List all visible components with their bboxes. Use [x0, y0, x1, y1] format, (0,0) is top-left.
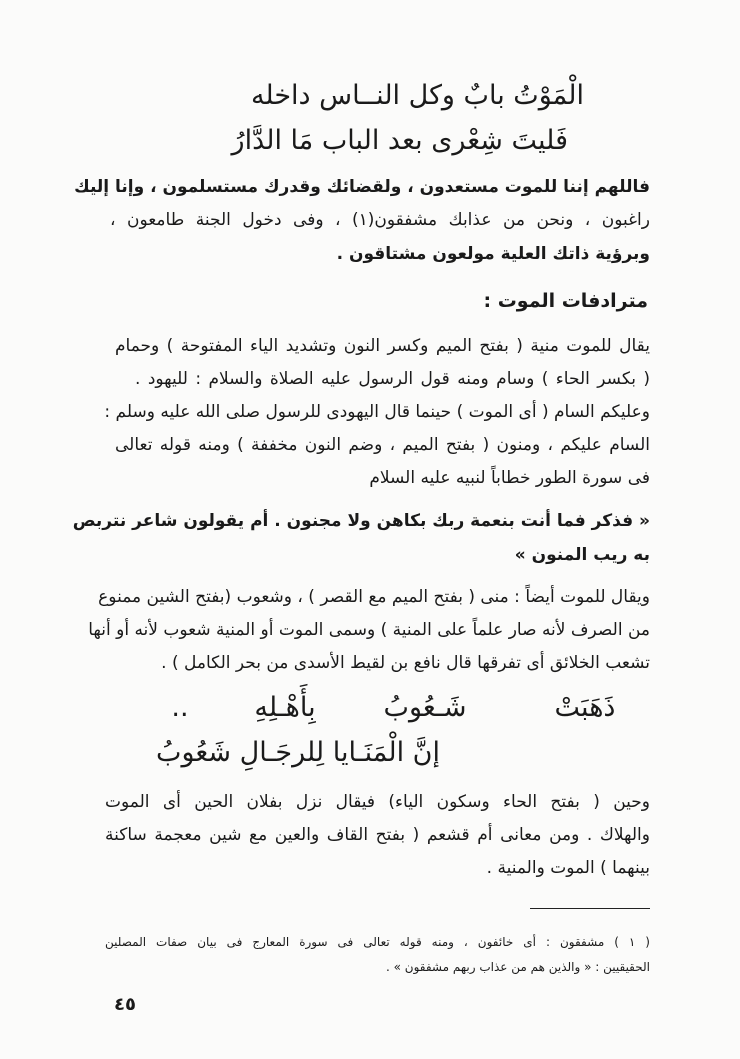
para1-line2: راغبون ، ونحن من عذابك مشفقون(١) ، وفى دخول الجنة طامعون ، [110, 210, 650, 230]
verse2-word-mid: شَـعُوبُ [383, 692, 467, 723]
para1-line1: فاللهم إننا للموت مستعدون ، ولقضائك وقدرك مستسلمون ، وإنا إليك [74, 177, 650, 197]
para3-line2: من الصرف لأنه صار علماً على المنية ) وسمى الموت أو المنية شعوب لأنه أو أنها [88, 620, 650, 640]
para1-line3: وبرؤية ذاتك العلية مولعون مشتاقون . [336, 244, 650, 264]
para4-line1: وحين ( بفتح الحاء وسكون الياء) فيقال نزل بفلان الحين أى الموت [105, 792, 650, 812]
para2-line5: فى سورة الطور خطاباً لنبيه عليه السلام [369, 468, 650, 488]
para2-line2: ( بكسر الحاء ) وسام ومنه قول الرسول عليه الصلاة والسلام : لليهود . [135, 369, 650, 389]
section-heading: مترادفات الموت : [483, 290, 648, 312]
verse1-line2: فَليتَ شِعْرى بعد الباب مَا الدَّارُ [231, 125, 568, 156]
verse1-line1: الْمَوْتُ بابٌ وكل النــاس داخله [250, 80, 584, 111]
verse2-word-right: ذَهَبَتْ [554, 692, 616, 723]
verse2-line2: إنَّ الْمَنَـايا لِلرجَـالِ شَعُوبُ [156, 737, 440, 768]
verse2-word-left: بِأَهْـلِهِ [254, 692, 316, 723]
footnote-rule [530, 908, 650, 909]
page-number: ٤٥ [114, 994, 136, 1015]
footnote-line2: الحقيقيين : « والذين هم من عذاب ربهم مشفقون » . [385, 960, 650, 974]
para3-line3: تشعب الخلائق أى تفرقها قال نافع بن لقيط الأسدى من بحر الكامل ) . [161, 653, 650, 673]
quran-line2: به ريب المنون » [514, 545, 650, 565]
para3-line1: ويقال للموت أيضاً : منى ( بفتح الميم مع القصر ) ، وشعوب (بفتح الشين ممنوع [98, 587, 650, 607]
para4-line3: بينهما ) الموت والمنية . [486, 858, 650, 878]
verse2-dots: .. [171, 692, 189, 723]
footnote-line1: ( ١ ) مشفقون : أى خائفون ، ومنه قوله تعالى فى سورة المعارج فى بيان صفات المصلين [105, 935, 650, 949]
para2-line4: السام عليكم ، ومنون ( بفتح الميم ، وضم النون مخففة ) ومنه قوله تعالى [115, 435, 650, 455]
para2-line3: وعليكم السام ( أى الموت ) حينما قال اليهودى للرسول صلى الله عليه وسلم : [104, 402, 650, 422]
para4-line2: والهلاك . ومن معانى أم قشعم ( بفتح القاف والعين مع شين معجمة ساكنة [105, 825, 650, 845]
para2-line1: يقال للموت منية ( بفتح الميم وكسر النون وتشديد الياء المفتوحة ) وحمام [115, 336, 650, 356]
quran-line1: « فذكر فما أنت بنعمة ربك بكاهن ولا مجنون . أم يقولون شاعر نتربص [72, 511, 650, 531]
